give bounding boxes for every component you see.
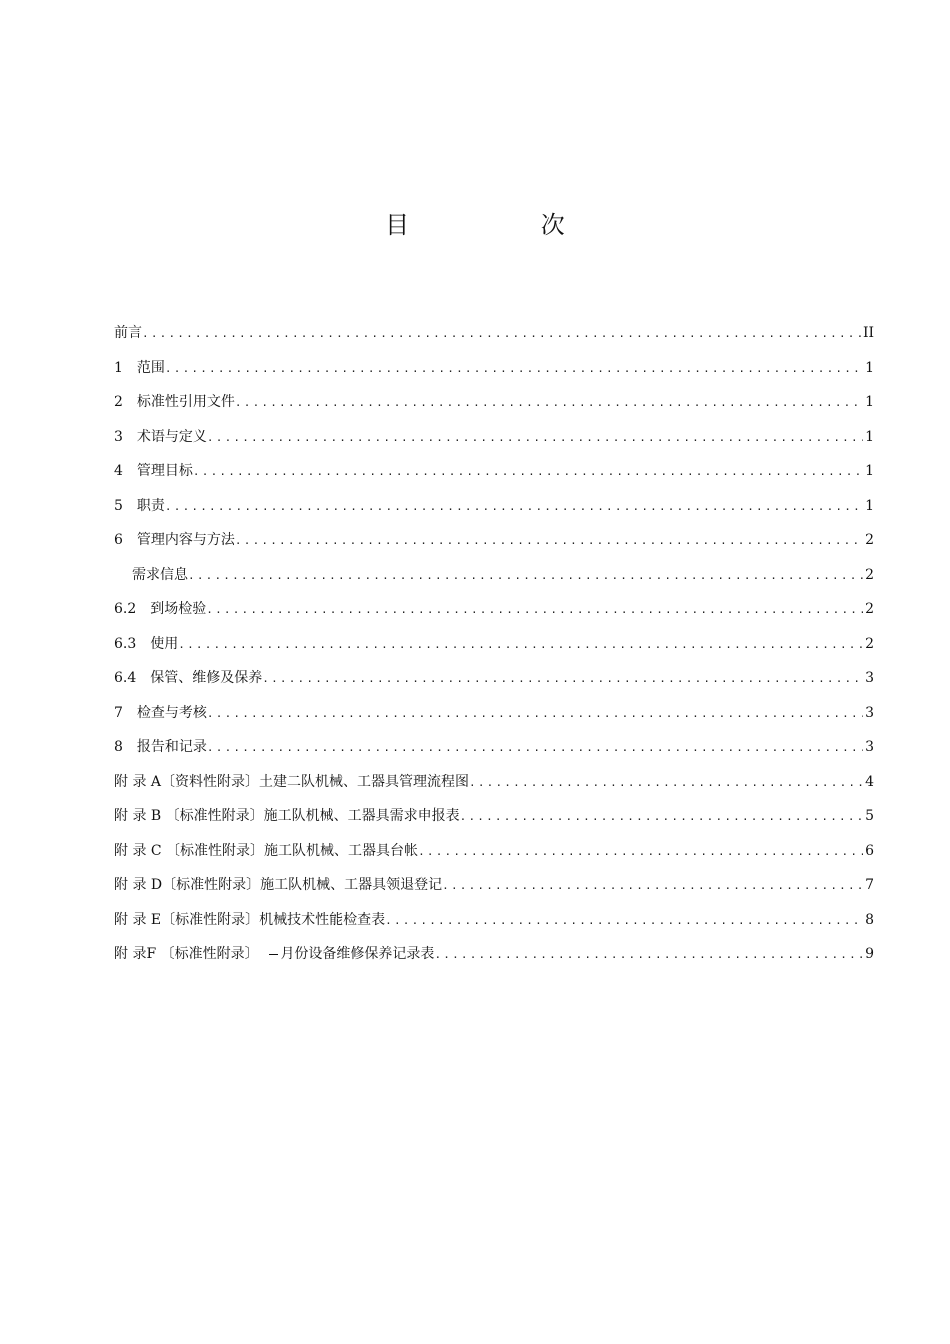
toc-page-number: II: [862, 325, 874, 341]
toc-section-number: 7: [114, 704, 123, 721]
toc-entry-text: 管理内容与方法: [136, 532, 235, 548]
toc-entry-text: 附 录 C 〔标准性附录〕施工队机械、工器具台帐: [114, 842, 419, 859]
toc-page-number: 3: [865, 704, 874, 721]
fill-in-blank: [269, 954, 279, 955]
toc-entry-text: 范围: [136, 359, 165, 376]
toc-entry-text: 附 录 A〔资料性附录〕土建二队机械、工器具管理流程图: [114, 773, 470, 790]
toc-entry-text: 标准性引用文件: [136, 394, 235, 410]
dot-leader: [142, 327, 861, 340]
dot-leader: [442, 879, 863, 892]
toc-section-number: 4: [114, 463, 123, 479]
toc-entry-text: 术语与定义: [136, 428, 207, 445]
toc-page-number: 3: [865, 670, 874, 686]
toc-page-number: 7: [865, 877, 874, 893]
toc-page-number: 2: [865, 566, 874, 583]
toc-entry-text: 前言: [114, 325, 142, 341]
toc-page-number: 4: [865, 773, 874, 790]
toc-entry-3[interactable]: [114, 426, 874, 461]
toc-entry-6-4[interactable]: [114, 667, 874, 702]
toc-entry-appendix-d[interactable]: [114, 874, 874, 909]
toc-entry-text: 到场检验: [150, 601, 207, 617]
toc-entry-foreword[interactable]: [114, 322, 874, 357]
toc-entry-5[interactable]: [114, 495, 874, 530]
toc-entry-text: 报告和记录: [136, 739, 207, 755]
dot-leader: [262, 672, 863, 685]
toc-page-number: 1: [865, 394, 874, 410]
toc-entry-text: 附 录 D〔标准性附录〕施工队机械、工器具领退登记: [114, 877, 443, 893]
toc-section-number: 6.3: [114, 635, 137, 652]
toc-page-number: 1: [865, 359, 874, 376]
toc-entry-1[interactable]: [114, 357, 874, 392]
toc-entry-appendix-b[interactable]: [114, 805, 874, 840]
dot-leader: [469, 776, 863, 789]
dot-leader: [434, 948, 863, 961]
toc-page-number: 3: [865, 739, 874, 755]
toc-entry-text: 使用: [150, 635, 179, 652]
toc-section-number: 3: [114, 428, 123, 445]
toc-entry-text: 附 录 B 〔标准性附录〕施工队机械、工器具需求申报表: [114, 808, 460, 824]
toc-entry-text-continued: 月份设备维修保养记录表: [280, 946, 435, 962]
dot-leader: [178, 638, 863, 651]
toc-section-number: 5: [114, 497, 123, 514]
dot-leader: [165, 362, 863, 375]
toc-page-number: 2: [865, 532, 874, 548]
toc-entry-2[interactable]: [114, 391, 874, 426]
toc-entry-6-1[interactable]: [114, 564, 874, 599]
toc-page-number: 6: [865, 842, 874, 859]
toc-entry-6[interactable]: [114, 529, 874, 564]
toc-page-number: 8: [865, 911, 874, 928]
toc-page-number: 2: [865, 601, 874, 617]
toc-entry-7[interactable]: [114, 702, 874, 737]
page-title: 目 次: [385, 211, 627, 239]
toc-section-number: 6.2: [114, 601, 137, 617]
toc-entry-text: 管理目标: [136, 463, 193, 479]
toc-page-number: 2: [865, 635, 874, 652]
toc-entry-6-3[interactable]: [114, 633, 874, 668]
dot-leader: [235, 534, 863, 547]
toc-entry-appendix-c[interactable]: [114, 840, 874, 875]
toc-entry-appendix-a[interactable]: [114, 771, 874, 806]
dot-leader: [207, 707, 863, 720]
dot-leader: [235, 396, 863, 409]
toc-section-number: 6: [114, 532, 123, 548]
dot-leader: [385, 914, 863, 927]
toc-section-number: 8: [114, 739, 123, 755]
toc-page-number: 1: [865, 463, 874, 479]
toc-entry-text: 附 录 E〔标准性附录〕机械技术性能检查表: [114, 911, 386, 928]
toc-entry-appendix-f[interactable]: [114, 943, 874, 978]
dot-leader: [460, 810, 863, 823]
toc-entry-8[interactable]: [114, 736, 874, 771]
toc-entry-4[interactable]: [114, 460, 874, 495]
toc-page-number: 5: [865, 808, 874, 824]
toc-entry-text: 保管、维修及保养: [150, 670, 263, 686]
toc-entry-text: 检查与考核: [136, 704, 207, 721]
toc-section-number: 2: [114, 394, 123, 410]
toc-page-number: 1: [865, 497, 874, 514]
dot-leader: [193, 465, 863, 478]
dot-leader: [418, 845, 863, 858]
toc-entry-appendix-e[interactable]: [114, 909, 874, 944]
dot-leader: [207, 431, 863, 444]
toc-page-number: 9: [865, 946, 874, 962]
dot-leader: [206, 603, 863, 616]
dot-leader: [165, 500, 863, 513]
toc-entry-text: 需求信息: [132, 566, 188, 583]
table-of-contents: [114, 322, 874, 978]
toc-entry-text: 职责: [136, 497, 165, 514]
toc-entry-6-2[interactable]: [114, 598, 874, 633]
dot-leader: [188, 569, 863, 582]
dot-leader: [207, 741, 863, 754]
toc-page-number: 1: [865, 428, 874, 445]
toc-entry-text: 附 录F 〔标准性附录〕: [114, 946, 259, 962]
toc-section-number: 6.4: [114, 670, 137, 686]
toc-section-number: 1: [114, 359, 123, 376]
